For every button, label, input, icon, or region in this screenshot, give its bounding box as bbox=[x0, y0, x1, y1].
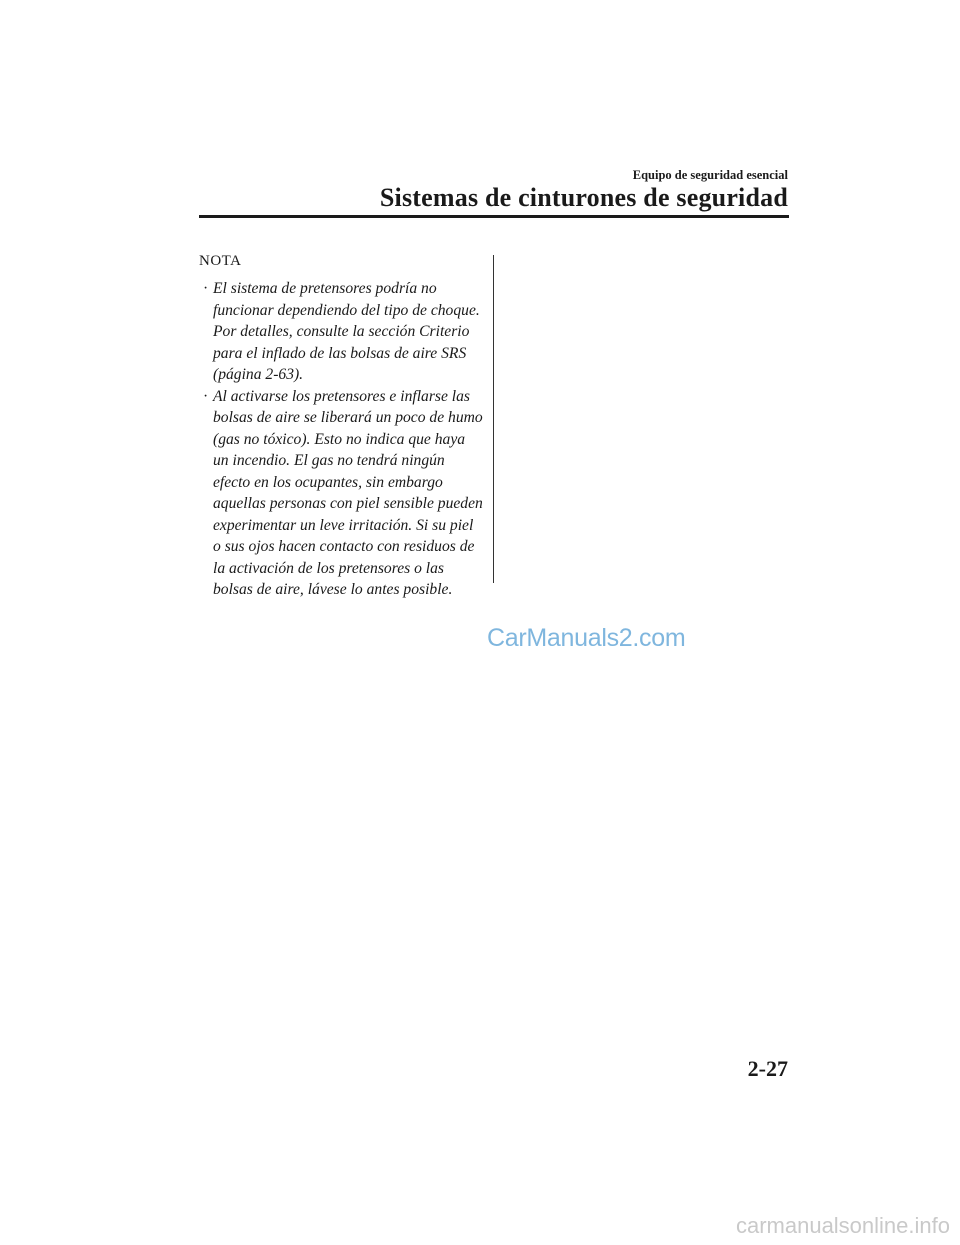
section-label: Equipo de seguridad esencial bbox=[632, 168, 788, 182]
note-item bbox=[199, 386, 484, 601]
watermark-logo[interactable]: CarManuals2.com bbox=[487, 624, 686, 652]
page-number: 2-27 bbox=[747, 1056, 788, 1081]
note-list bbox=[199, 278, 484, 601]
column-divider bbox=[493, 255, 494, 583]
note-item-text: El sistema de pretensores podría no funcionar dependiendo del tipo de choque. Por detalles, consulte la sección Criterio para el inflado de las bolsas de aire SRS (página 2-63). bbox=[213, 280, 480, 383]
note-item-text: Al activarse los pretensores e inflarse las bolsas de aire se liberará un poco de humo (gas no tóxico). Esto no indica que haya un incendio. El gas no tendrá ningún efecto en los ocupantes, sin embargo aquellas personas con piel sensible pueden experimentar un leve irritación. Si su piel o sus ojos hacen contacto con residuos de la activación de los pretensores o las bolsas de aire, lávese lo antes posible. bbox=[213, 387, 483, 598]
bullet-icon: · bbox=[203, 387, 209, 405]
note-heading: NOTA bbox=[199, 253, 242, 269]
chapter-title: Sistemas de cinturones de seguridad bbox=[379, 183, 788, 212]
header-rule bbox=[199, 215, 789, 218]
bullet-icon: · bbox=[203, 280, 209, 297]
note-item bbox=[199, 278, 484, 386]
footer-watermark[interactable]: carmanualsonline.info bbox=[735, 1213, 950, 1238]
